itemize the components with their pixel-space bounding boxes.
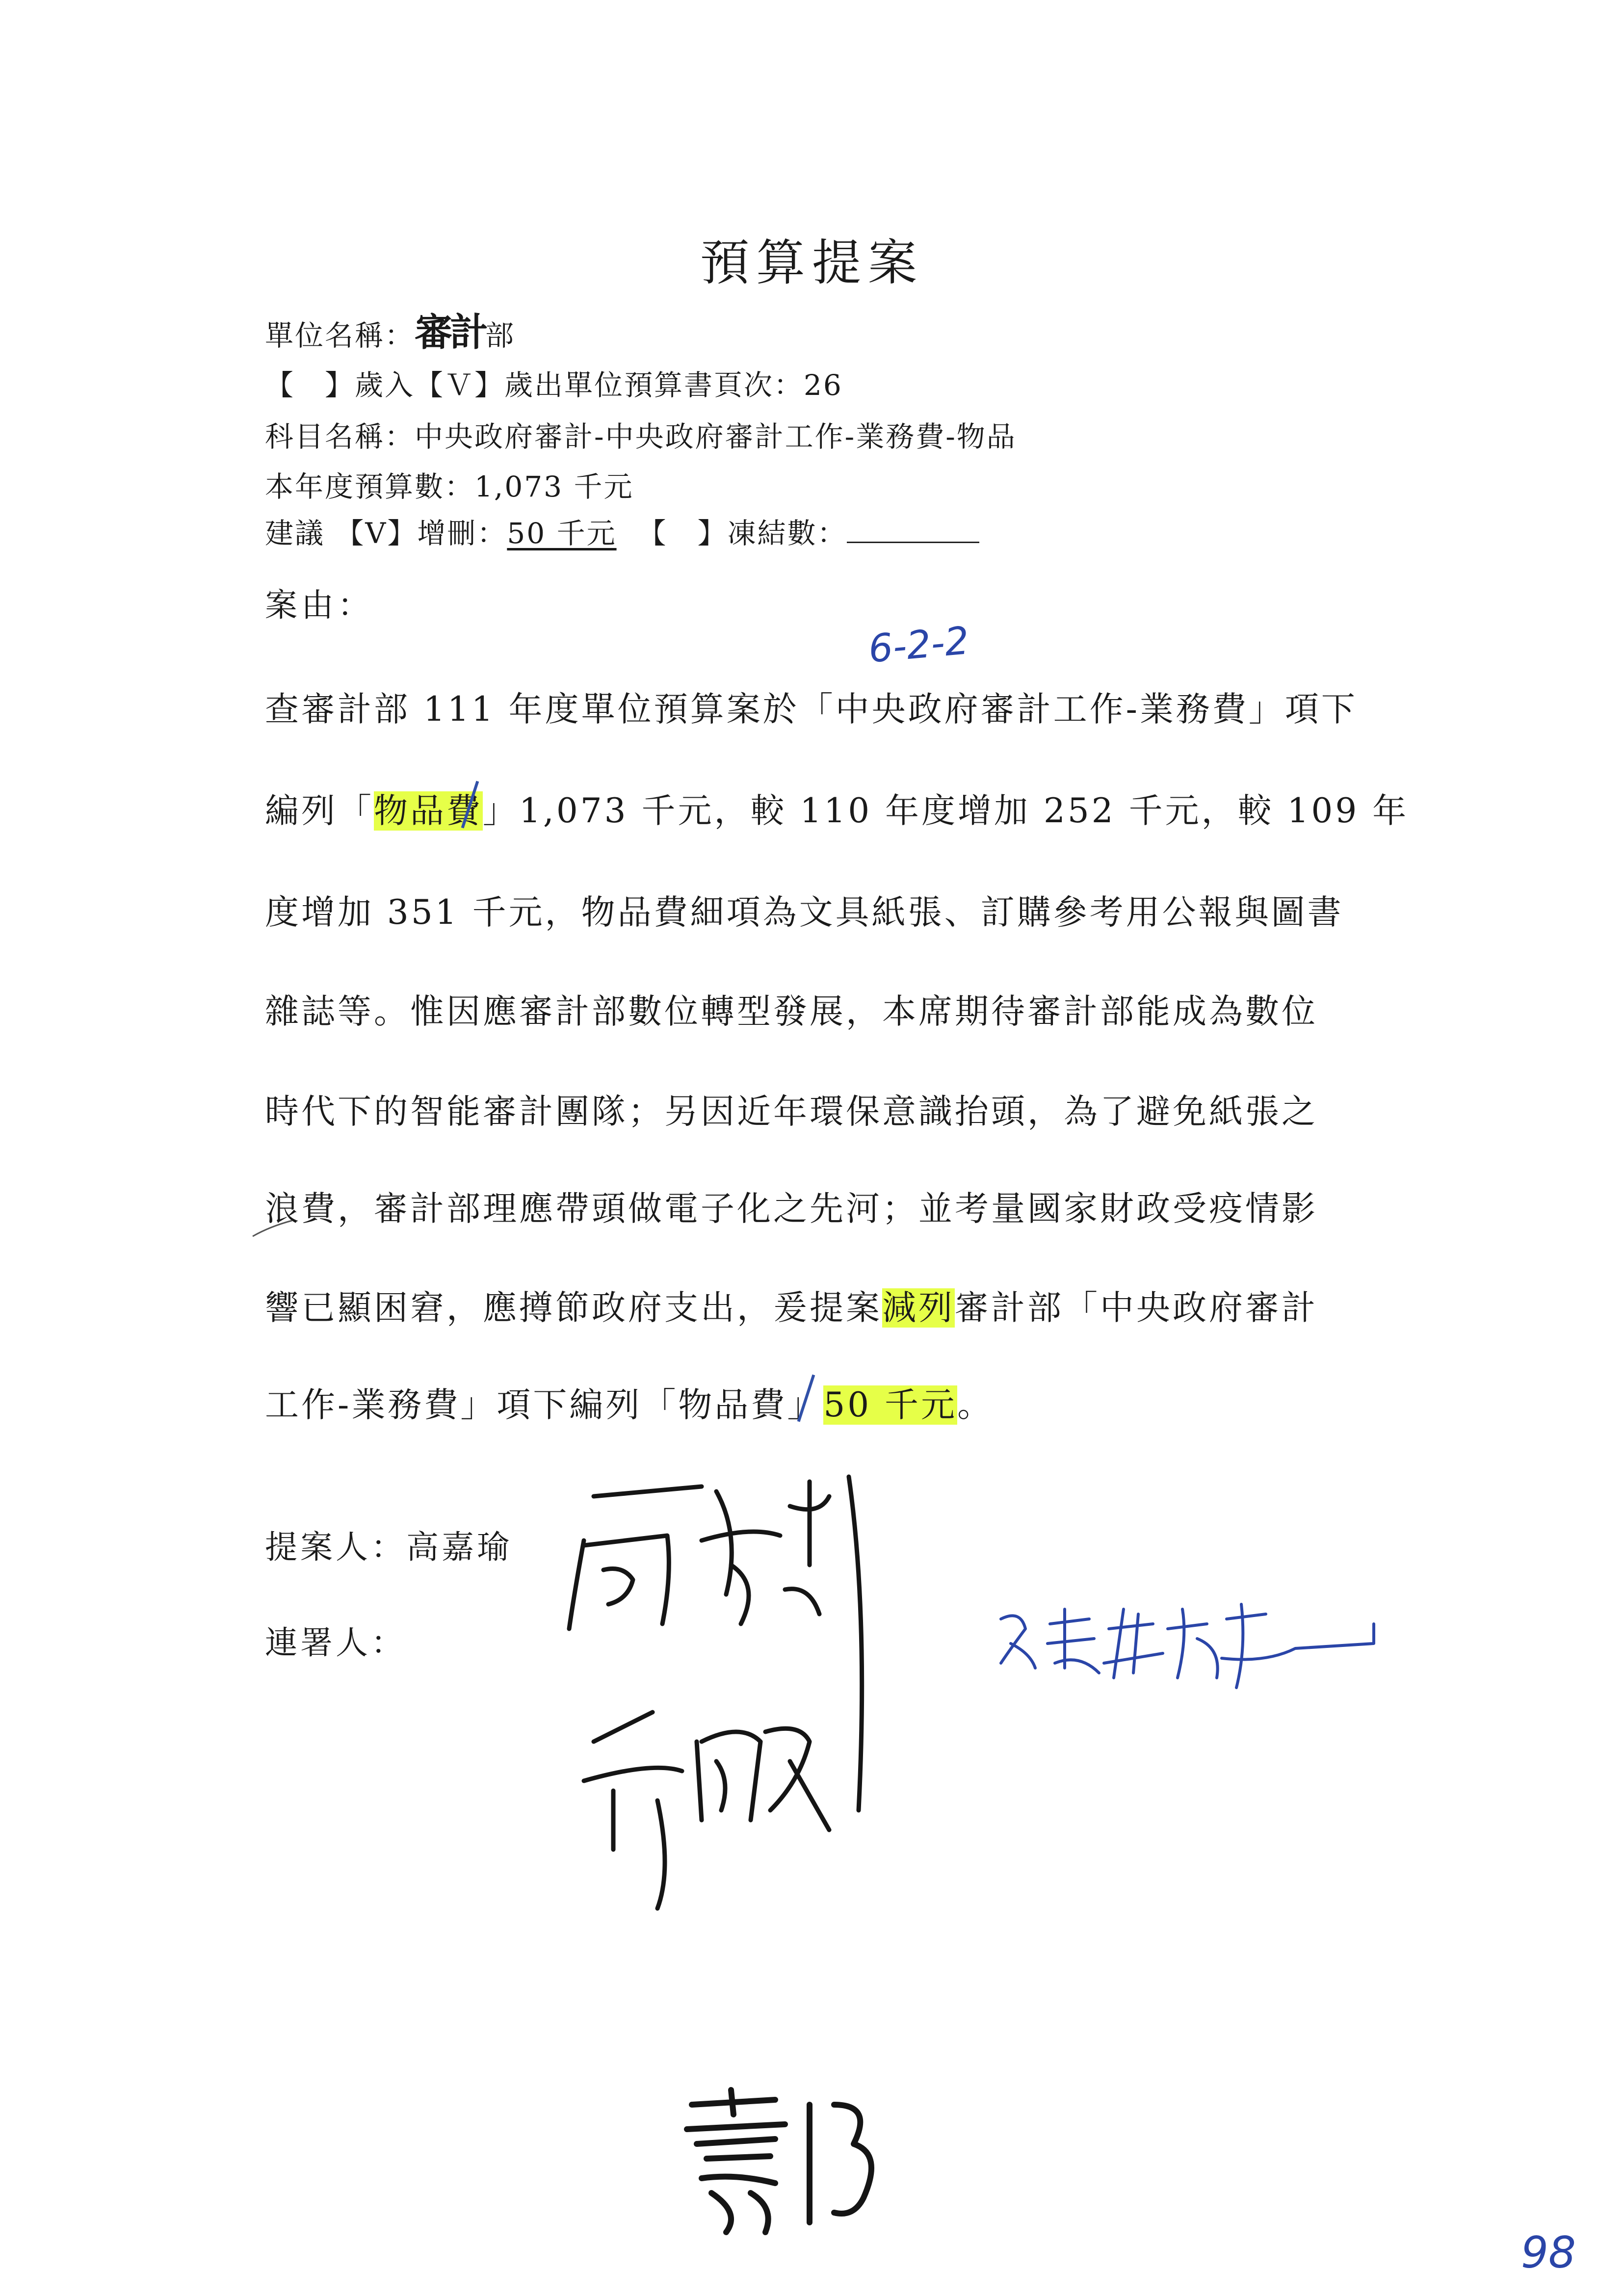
suggestion-line — [265, 510, 979, 551]
unit-name-handwritten: 審計 — [415, 311, 486, 355]
document-title: 預算提案 — [700, 234, 924, 291]
body-line-1: 查審計部 111 年度單位預算案於「中央政府審計工作-業務費」項下 — [265, 690, 1358, 729]
highlight-reduce: 減列 — [882, 1288, 955, 1328]
body-line-2: 編列「物品費」1,073 千元，較 110 年度增加 252 千元，較 109 年 — [265, 791, 1409, 831]
handwritten-annotation: 6-2-2 — [866, 619, 971, 672]
body-line-7: 響已顯困窘，應撙節政府支出，爰提案減列審計部「中央政府審計 — [265, 1288, 1318, 1328]
body-line-4: 雜誌等。惟因應審計部數位轉型發展，本席期待審計部能成為數位 — [265, 992, 1318, 1031]
cosigner-label: 連署人： — [265, 1624, 406, 1662]
freeze-blank — [847, 518, 979, 543]
budget-type-line: 【 】歲入【Ｖ】歲出單位預算書頁次：26 — [265, 368, 843, 402]
stray-pen-mark — [250, 1217, 294, 1241]
signature-proposer — [554, 1467, 898, 1918]
suggestion-prefix: 建議 【V】增刪： — [265, 517, 507, 550]
highlight-amount: 50 千元 — [823, 1385, 958, 1425]
body-line-3: 度增加 351 千元，物品費細項為文具紙張、訂購參考用公報與圖書 — [265, 893, 1344, 932]
page-number: 98 — [1521, 2227, 1576, 2278]
subject-name-line: 科目名稱：中央政府審計-中央政府審計工作-業務費-物品 — [265, 420, 1017, 453]
body-line-8: 工作-業務費」項下編列「物品費」50 千元。 — [265, 1385, 994, 1425]
unit-name-label: 單位名稱： — [265, 319, 415, 352]
suggestion-amount: 50 千元 — [507, 517, 617, 550]
handwritten-mark-bottom — [677, 2085, 913, 2242]
reason-label: 案由： — [265, 586, 374, 624]
current-budget-line: 本年度預算數：1,073 千元 — [265, 470, 634, 503]
unit-name-suffix: 部 — [485, 319, 516, 352]
unit-name-line — [265, 302, 515, 357]
body-line-5: 時代下的智能審計團隊；另因近年環保意識抬頭，為了避免紙張之 — [265, 1092, 1318, 1131]
highlight-item-fee: 物品費 — [374, 791, 483, 831]
signature-cosigner-blue — [991, 1590, 1384, 1707]
suggestion-freeze-label: 【 】凍結數： — [637, 517, 847, 550]
proposer-label: 提案人：高嘉瑜 — [265, 1528, 512, 1566]
body-line-6: 浪費，審計部理應帶頭做電子化之先河；並考量國家財政受疫情影 — [265, 1189, 1318, 1228]
